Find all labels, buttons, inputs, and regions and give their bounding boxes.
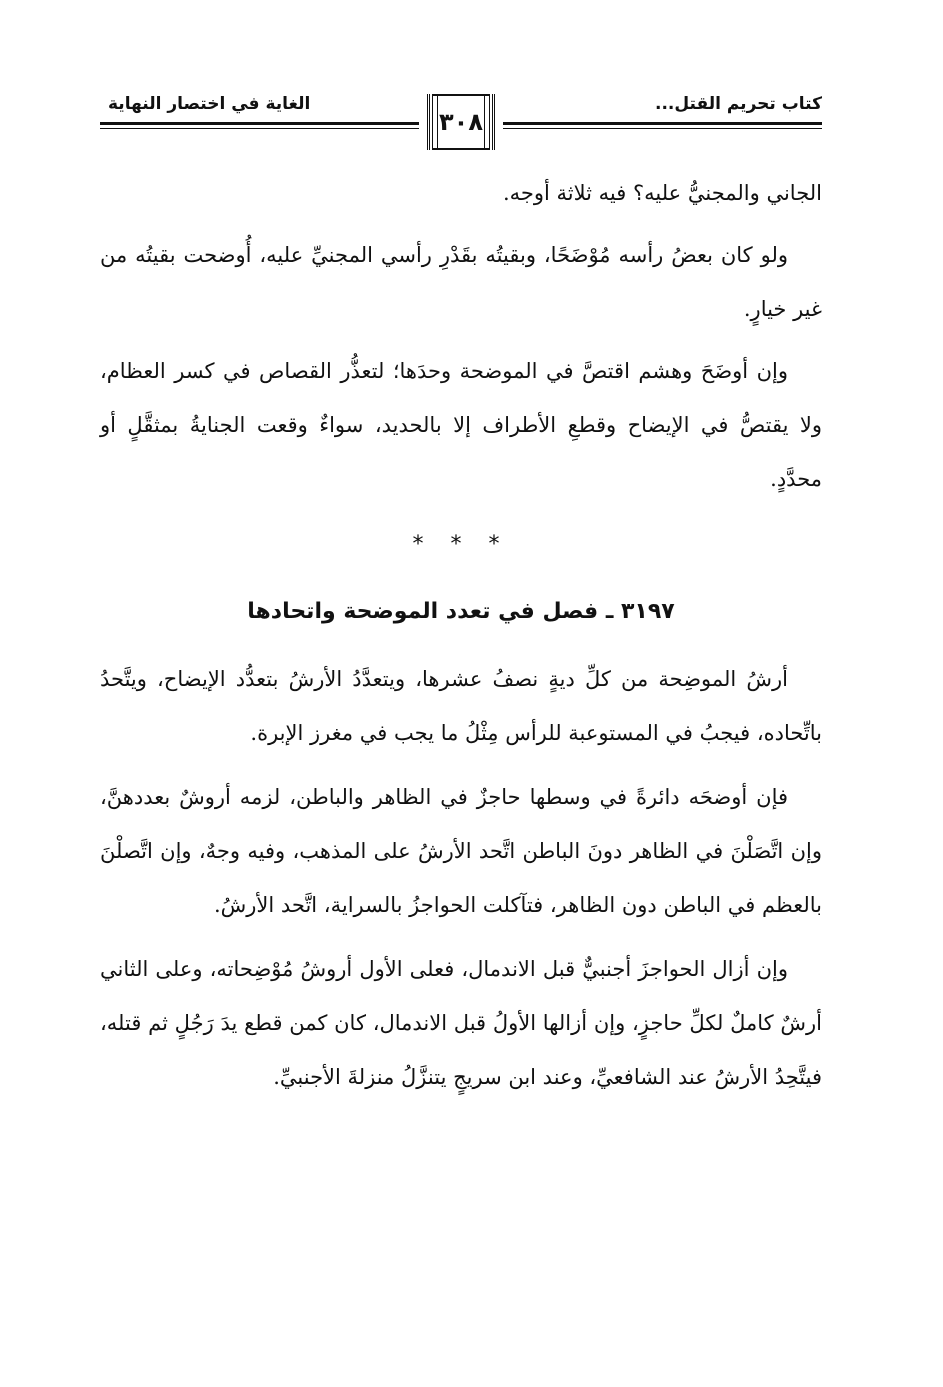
body-text-bottom	[100, 652, 822, 1104]
paragraph: فإن أوضحَه دائرةً في وسطها حاجزٌ في الظاهر والباطن، لزمه أروشٌ بعددهنَّ، وإن اتَّصَلْنَ في الظاهر دونَ الباطن اتَّحد الأرشُ على المذهب، وفيه وجهٌ، وإن اتَّصلْنَ بالعظم في الباطن دون الظاهر، فتآكلت الحواجزُ بالسراية، اتَّحد الأرشُ.	[100, 785, 822, 917]
paragraph: ولو كان بعضُ رأسه مُوْضَحًا، وبقيتُه بقَدْرِ رأسي المجنيِّ عليه، أُوضحت بقيتُه من غير خيارٍ.	[100, 243, 822, 321]
section-separator: * * *	[412, 532, 510, 557]
running-header	[100, 88, 822, 158]
body-text-top	[100, 166, 822, 506]
book-title: الغاية في اختصار النهاية	[108, 94, 311, 114]
paragraph: وإن أوضَحَ وهشم اقتصَّ في الموضحة وحدَها؛ لتعذُّر القصاص في كسر العظام، ولا يقتصُّ في الإيضاح وقطعِ الأطراف إلا بالحديد، سواءٌ وقعت الجنايةُ بمثقَّلٍ أو محدَّدٍ.	[100, 359, 822, 491]
chapter-title: كتاب تحريم القتل...	[655, 94, 822, 114]
paragraph: وإن أزال الحواجزَ أجنبيٌّ قبل الاندمال، فعلى الأول أروشُ مُوْضِحاته، وعلى الثاني أرشٌ كاملٌ لكلِّ حاجزٍ، وإن أزالها الأولُ قبل الاندمال، كان كمن قطع يدَ رَجُلٍ ثم قتله، فيتَّحِدُ الأرشُ عند الشافعيِّ، وعند ابن سريجٍ يتنزَّلُ منزلةَ الأجنبيِّ.	[100, 957, 822, 1089]
page-number: ٣٠٨	[439, 108, 483, 136]
page-number-frame-bottom	[432, 148, 490, 150]
page-number-frame-top	[432, 94, 490, 96]
section-heading: ٣١٩٧ ـ فصل في تعدد الموضحة واتحادها	[247, 599, 675, 624]
paragraph: الجاني والمجنيُّ عليه؟ فيه ثلاثة أوجه.	[502, 181, 822, 205]
page-number-box	[419, 94, 503, 150]
paragraph: أرشُ الموضِحة من كلِّ ديةٍ نصفُ عشرها، ويتعدَّدُ الأرشُ بتعدُّد الإيضاح، ويتَّحدُ باتِّحاده، فيجبُ في المستوعبة للرأس مِثْلُ ما يجب في مغرز الإبرة.	[100, 667, 822, 745]
